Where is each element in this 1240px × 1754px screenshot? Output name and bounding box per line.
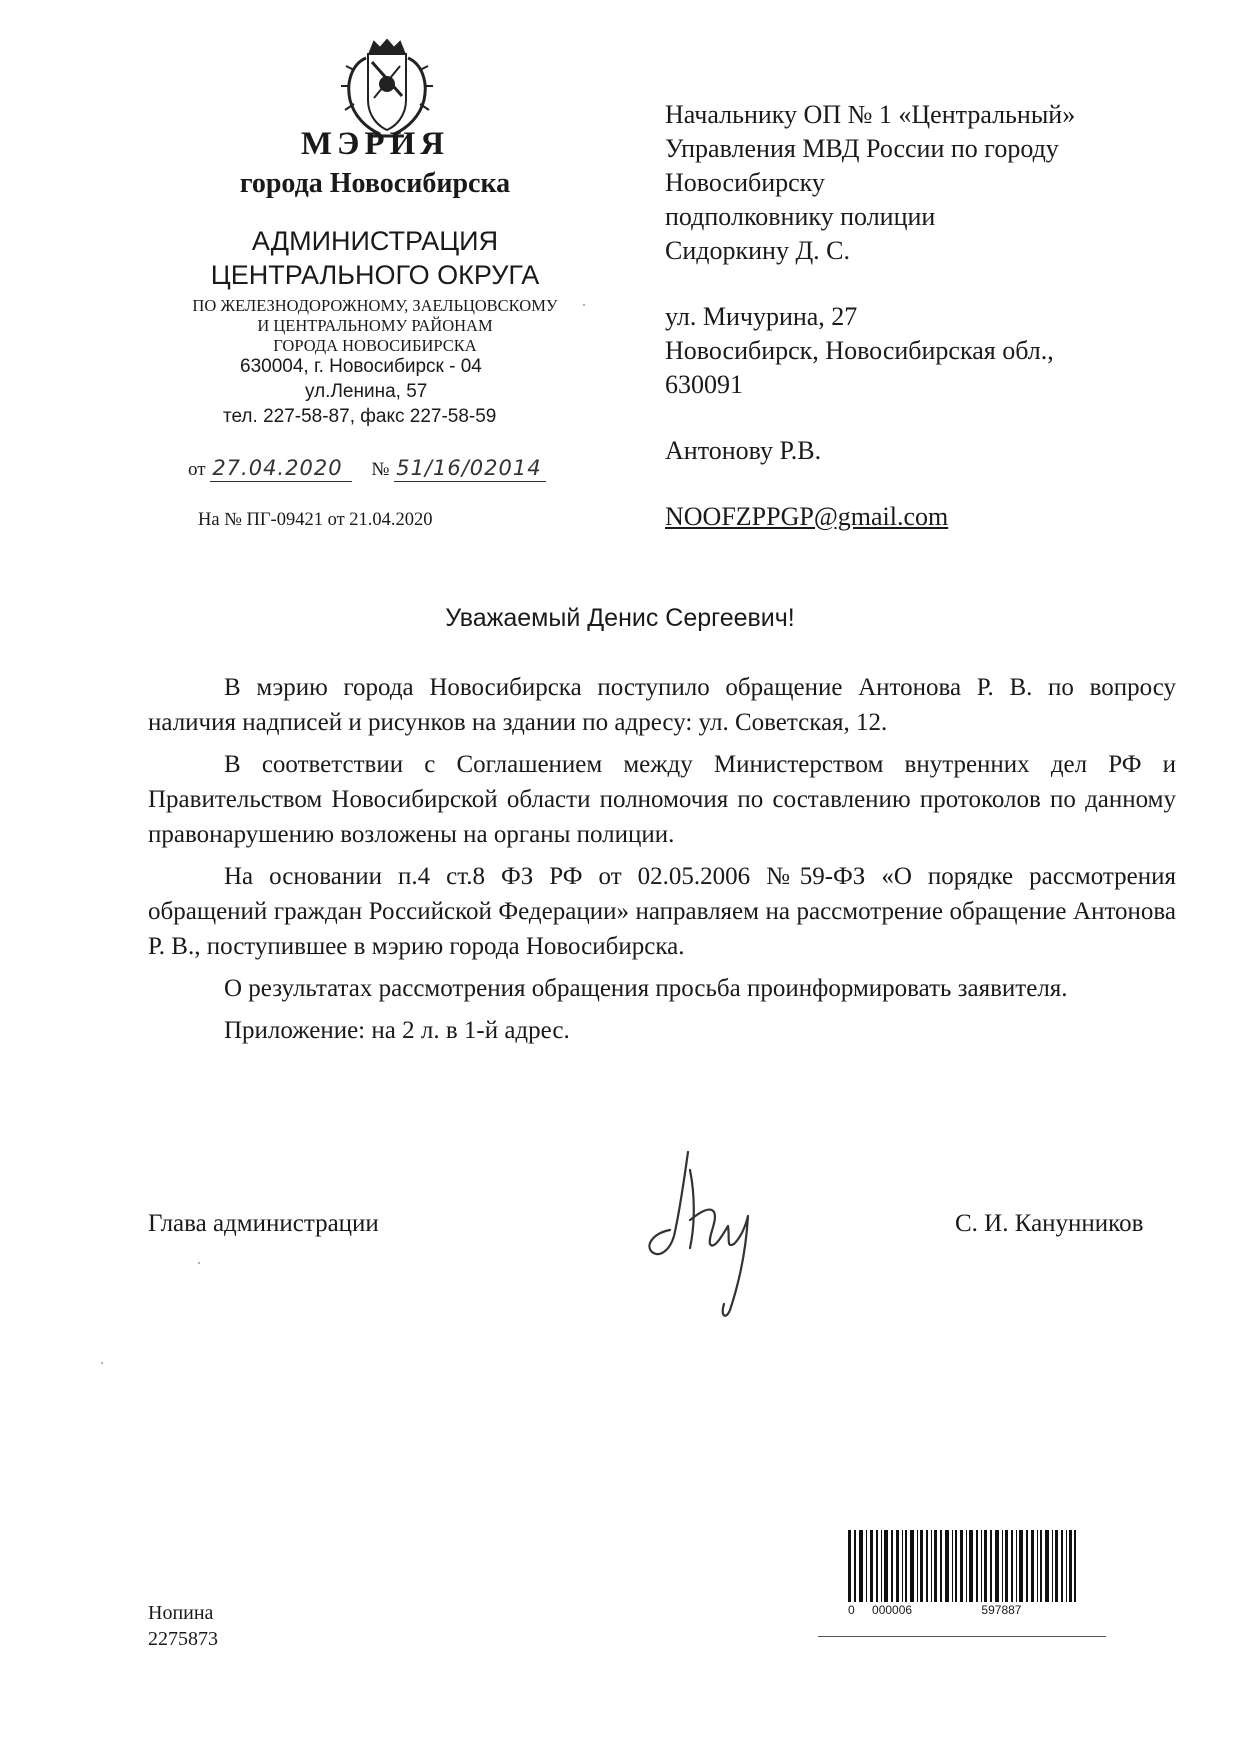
attachment-note: Приложение: на 2 л. в 1-й адрес.: [224, 1017, 570, 1044]
signatory-name: С. И. Канунников: [955, 1210, 1144, 1237]
barcode-digits: 000006: [872, 1603, 913, 1617]
admin-title: АДМИНИСТРАЦИЯ: [251, 226, 499, 256]
handwritten-signature-icon: [630, 1140, 780, 1325]
org-address: [165, 354, 585, 429]
addressee-block: [665, 98, 1075, 534]
body-paragraph: О результатах рассмотрения обращения просьба проинформировать заявителя.: [224, 975, 1068, 1002]
admin-subtitle: ЦЕНТРАЛЬНОГО ОКРУГА: [210, 260, 540, 290]
signatory-title: Глава администрации: [148, 1210, 379, 1237]
barcode-digits: 0: [848, 1603, 855, 1617]
scan-speck: [583, 304, 585, 306]
barcode-icon: [848, 1530, 1076, 1602]
scan-speck: [101, 1362, 103, 1364]
district-line: И ЦЕНТРАЛЬНОМУ РАЙОНАМ: [257, 316, 493, 335]
addressee-line: Начальнику ОП № 1 «Центральный»: [665, 100, 1076, 129]
address-line: 630004, г. Новосибирск - 04: [240, 356, 482, 377]
body-paragraph: В соответствии с Соглашением между Министерством внутренних дел РФ и Правительством Новосибирской области полномочия по составлению протоколов по данному правонарушению возложены на органы полиции.: [148, 751, 1176, 848]
addressee-line: Управления МВД России по городу: [665, 134, 1059, 163]
executor-block: [148, 1600, 218, 1652]
phone-line: тел. 227-58-87, факс 227-58-59: [223, 406, 497, 427]
executor-phone: 2275873: [148, 1628, 218, 1650]
district-line: ПО ЖЕЛЕЗНОДОРОЖНОМУ, ЗАЕЛЬЦОВСКОМУ: [192, 296, 558, 315]
salutation: Уважаемый Денис Сергеевич!: [445, 604, 795, 632]
body-paragraph: На основании п.4 ст.8 ФЗ РФ от 02.05.2006 №59-ФЗ «О порядке рассмотрения обращений граждан Российской Федерации» направляем на рассмотрение обращение Антонова Р. В., поступившее в мэрию города Новосибирска.: [148, 863, 1176, 960]
reply-reference: На № ПГ-09421 от 21.04.2020: [198, 510, 433, 530]
addressee-line: Сидоркину Д. С.: [665, 236, 851, 265]
registration-line: [188, 456, 546, 482]
date-handwritten: 27.04.2020: [210, 456, 352, 482]
district-lines: [165, 296, 585, 356]
number-label: №: [371, 459, 390, 480]
barcode-digits: 597887: [981, 1603, 1022, 1617]
barcode-number: [848, 1603, 1078, 1617]
addressee-address-line: 630091: [665, 370, 743, 399]
date-label: от: [188, 459, 206, 480]
body-paragraph: В мэрию города Новосибирска поступило обращение Антонова Р. В. по вопросу наличия надписей и рисунков на здании по адресу: ул. Советская, 12.: [148, 674, 1176, 736]
addressee-address-line: ул. Мичурина, 27: [665, 302, 858, 331]
addressee-line: Новосибирску: [665, 168, 825, 197]
district-line: ГОРОДА НОВОСИБИРСКА: [273, 336, 477, 355]
addressee-line: подполковнику полиции: [665, 202, 936, 231]
footer-divider: [818, 1636, 1106, 1637]
letter-body: [148, 670, 1176, 1055]
recipient-email-link[interactable]: NOOFZPPGP@gmail.com: [665, 502, 949, 531]
number-handwritten: 51/16/02014: [394, 456, 546, 482]
org-title: МЭРИЯ: [300, 126, 450, 162]
addressee-address-line: Новосибирск, Новосибирская обл.,: [665, 336, 1054, 365]
executor-name: Нопина: [148, 1602, 214, 1624]
scan-speck: [198, 1262, 200, 1264]
address-line: ул.Ленина, 57: [305, 381, 428, 402]
second-recipient: Антонову Р.В.: [665, 436, 822, 465]
org-city: города Новосибирска: [239, 168, 511, 199]
